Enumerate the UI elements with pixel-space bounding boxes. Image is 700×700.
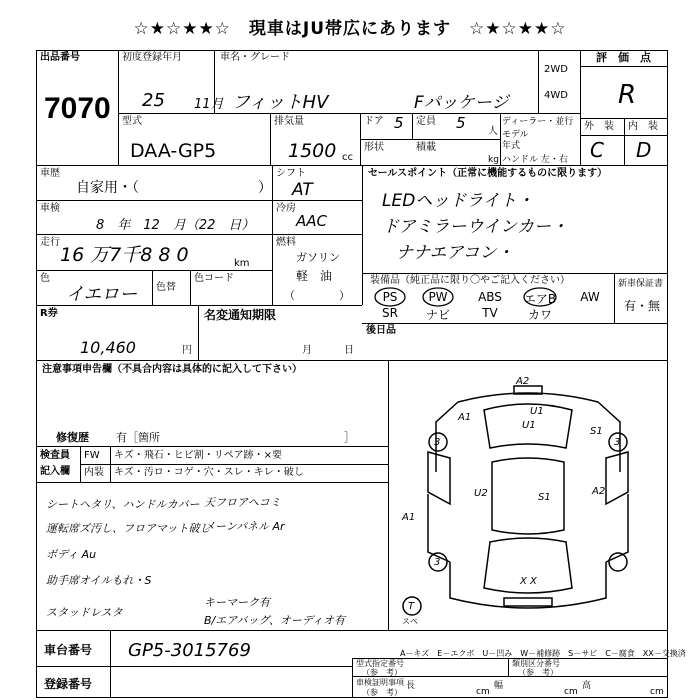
model-year-label1: モデル bbox=[502, 130, 529, 140]
mark-11: X X bbox=[520, 576, 537, 587]
shift-label: シフト bbox=[276, 168, 306, 179]
dims-ref: （参 考） bbox=[362, 688, 402, 697]
mark-13: A1 bbox=[402, 512, 416, 523]
inspector-label-1: 検査員 bbox=[40, 450, 70, 461]
name-label: 車名・グレード bbox=[220, 52, 290, 63]
mileage-value: 16 万7千8 8 0 bbox=[60, 244, 189, 266]
car-damage-diagram bbox=[388, 362, 668, 630]
capacity-value: 5 bbox=[456, 114, 466, 132]
color-code-label: 色コード bbox=[194, 273, 234, 284]
dim-length: 長 bbox=[406, 681, 416, 691]
class-ref: （参 考） bbox=[518, 668, 558, 677]
sales-point-2: ドアミラーウインカー・ bbox=[382, 217, 568, 237]
body-side-right bbox=[606, 494, 628, 562]
doors-label: ドア bbox=[364, 116, 384, 127]
fw-value: キズ・飛石・ヒビ割・リペア跡・×要 bbox=[114, 450, 282, 461]
name-change-label: 名変通知期限 bbox=[204, 308, 277, 322]
right-fender bbox=[606, 452, 628, 504]
mark-14: T bbox=[408, 601, 415, 612]
first-reg-month: 11月 bbox=[194, 97, 224, 112]
inspector-note-right-1: 天フロアへコミ bbox=[204, 496, 281, 509]
mark-3: A1 bbox=[458, 412, 472, 423]
dims-label: 車検証明事項 bbox=[356, 678, 404, 687]
mark-8: A2 bbox=[592, 486, 606, 497]
inspector-note-right-3: キーマーク有 bbox=[204, 596, 270, 609]
displacement-value: 1500 bbox=[288, 140, 337, 162]
rear-seat-label: 後日品 bbox=[366, 325, 396, 336]
class-label: 類別区分番号 bbox=[512, 659, 560, 668]
inspector-note-left-2: 運転席ズ汚し、フロアマット破し bbox=[46, 522, 211, 535]
mark-9: 3 bbox=[614, 437, 621, 448]
equip-ps: PS bbox=[382, 290, 398, 304]
circle-ps bbox=[375, 288, 405, 306]
mark-7: S1 bbox=[538, 492, 551, 503]
circle-airbag bbox=[524, 288, 556, 306]
interior-label: 内 装 bbox=[628, 121, 658, 132]
mileage-label: 走行 bbox=[40, 237, 60, 248]
yen-unit: 円 bbox=[182, 345, 192, 356]
equip-airbag: エアB bbox=[523, 292, 557, 306]
drive-2wd: 2WD bbox=[544, 64, 568, 75]
dealer-label: ディーラー・並行 bbox=[502, 117, 574, 127]
first-reg-label: 初度登録年月 bbox=[122, 52, 182, 63]
rating-label: 評 価 点 bbox=[596, 51, 651, 64]
equip-pw: PW bbox=[428, 290, 448, 304]
sales-point-1: LEDヘッドライト・ bbox=[382, 191, 534, 211]
repair-label: 修復歴 bbox=[56, 431, 89, 444]
rear-bumper bbox=[504, 598, 552, 606]
inspector-note-bottom: B/エアバッグ、オーディオ有 bbox=[204, 614, 346, 627]
history-label: 車歴 bbox=[40, 168, 60, 179]
shape-label: 形状 bbox=[364, 142, 384, 153]
color-change-label: 色替 bbox=[156, 282, 176, 293]
repair-value: 有［箇所 bbox=[116, 431, 160, 444]
ac-label: 冷房 bbox=[276, 203, 296, 214]
kg-unit: kg bbox=[488, 155, 499, 165]
dim-width: 幅 bbox=[494, 681, 504, 691]
title-banner: ☆★☆★★☆ 現車はJU帯広にあります ☆★☆★★☆ bbox=[133, 19, 567, 39]
warranty-value: 有・無 bbox=[624, 299, 661, 313]
sales-point-3: ナナエアコン・ bbox=[396, 243, 514, 263]
interior-check-label: 内装 bbox=[84, 467, 104, 478]
damage-legend: A－キズ E－エクボ U－凹み W－補修跡 S－サビ C－腐食 XX－交換済 bbox=[400, 649, 686, 658]
mark-12: U1 bbox=[530, 406, 544, 417]
inspector-note-right-2: メーンパネル Ar bbox=[204, 520, 285, 533]
grade: Fパッケージ bbox=[414, 93, 509, 113]
fuel-paren: （ ） bbox=[284, 289, 350, 302]
inspection-value: 8 年 12 月（22 日） bbox=[96, 218, 255, 233]
model-label: 型式 bbox=[122, 116, 142, 127]
equip-sr: SR bbox=[382, 306, 398, 320]
inspector-note-left-5: スタッドレスタ bbox=[46, 606, 123, 619]
equip-tv: TV bbox=[482, 306, 498, 320]
color-label: 色 bbox=[40, 273, 50, 284]
spare-label: スペ bbox=[402, 617, 418, 626]
mark-1: A2 bbox=[516, 376, 530, 387]
mark-4: S1 bbox=[590, 426, 603, 437]
dim-height-cm: cm bbox=[650, 687, 664, 697]
exterior-label: 外 装 bbox=[584, 121, 614, 132]
equip-leather: カワ bbox=[527, 308, 552, 322]
fuel-label: 燃料 bbox=[276, 237, 296, 248]
car-name: フィットHV bbox=[232, 92, 329, 113]
recycle-value: 10,460 bbox=[80, 338, 136, 357]
body-side-left bbox=[428, 494, 450, 562]
fuel-value: ガソリン bbox=[296, 251, 340, 264]
ac-value: AAC bbox=[296, 212, 327, 230]
equip-navi: ナビ bbox=[425, 308, 450, 322]
inspection-label: 車検 bbox=[40, 203, 60, 214]
type-designation-label: 型式指定番号 bbox=[356, 659, 404, 668]
history-value: 自家用・（ bbox=[76, 180, 139, 196]
dim-height: 高 bbox=[582, 681, 592, 691]
dim-width-cm: cm bbox=[564, 687, 578, 697]
interior-grade: D bbox=[636, 138, 652, 162]
month-unit: 月 bbox=[302, 345, 312, 356]
shift-value: AT bbox=[292, 180, 313, 200]
color-value: イエロー bbox=[66, 284, 138, 305]
model-year-label2: 年式 bbox=[502, 141, 521, 151]
mark-5: 3 bbox=[434, 437, 441, 448]
drive-4wd: 4WD bbox=[544, 90, 568, 101]
displacement-label: 排気量 bbox=[274, 116, 304, 127]
doors-value: 5 bbox=[394, 114, 404, 132]
sales-points-label: セールスポイント（正常に機能するものに限ります） bbox=[368, 168, 608, 179]
left-fender bbox=[428, 452, 450, 504]
lot-label: 出品番号 bbox=[40, 52, 80, 63]
handle-label: ハンドル 左・右 bbox=[502, 155, 568, 165]
inspector-note-left-4: 助手席オイルもれ・S bbox=[46, 574, 152, 587]
wheel-rear-right bbox=[609, 553, 627, 571]
cc-unit: cc bbox=[342, 152, 353, 163]
mark-10: 3 bbox=[434, 557, 441, 568]
registration-label: 登録番号 bbox=[44, 677, 93, 691]
warranty-label: 新車保証書 bbox=[618, 279, 664, 289]
chassis-label: 車台番号 bbox=[44, 643, 93, 657]
load-label: 積載 bbox=[416, 142, 436, 153]
dim-length-cm: cm bbox=[476, 687, 490, 697]
mark-2: U1 bbox=[522, 420, 536, 431]
rating-value: R bbox=[618, 80, 637, 110]
exterior-grade: C bbox=[590, 138, 604, 162]
circle-pw bbox=[423, 288, 453, 306]
inspector-note-left-3: ボディ Au bbox=[46, 548, 97, 561]
persons-unit: 人 bbox=[488, 126, 498, 137]
roof bbox=[492, 458, 564, 534]
km-unit: km bbox=[234, 258, 250, 269]
fw-label: FW bbox=[84, 450, 100, 461]
mark-6: U2 bbox=[474, 488, 488, 499]
type-designation-ref: （参 考） bbox=[362, 668, 402, 677]
equip-aw: AW bbox=[580, 290, 600, 304]
history-close: ） bbox=[258, 180, 272, 196]
notes-label: 注意事項申告欄（不具合内容は具体的に記入して下さい） bbox=[42, 364, 302, 375]
chassis-value: GP5-3015769 bbox=[128, 640, 251, 661]
equip-abs: ABS bbox=[478, 290, 502, 304]
first-reg-year: 25 bbox=[142, 90, 165, 111]
repair-close: ］ bbox=[344, 431, 355, 444]
model-value: DAA-GP5 bbox=[130, 140, 217, 162]
lot-number: 7070 bbox=[44, 92, 111, 125]
equipment-label: 装備品（純正品に限り〇やご記入ください） bbox=[370, 275, 570, 286]
interior-check-value: キズ・汚ロ・コゲ・穴・スレ・キレ・破し bbox=[114, 467, 304, 478]
capacity-label: 定員 bbox=[416, 116, 436, 127]
day-unit: 日 bbox=[344, 345, 354, 356]
inspector-label-2: 記入欄 bbox=[40, 466, 70, 477]
recycle-label: R券 bbox=[40, 308, 58, 319]
fuel-option: 軽 油 bbox=[296, 269, 333, 283]
inspector-note-left-1: シートヘタリ、ハンドルカバー bbox=[46, 498, 200, 511]
